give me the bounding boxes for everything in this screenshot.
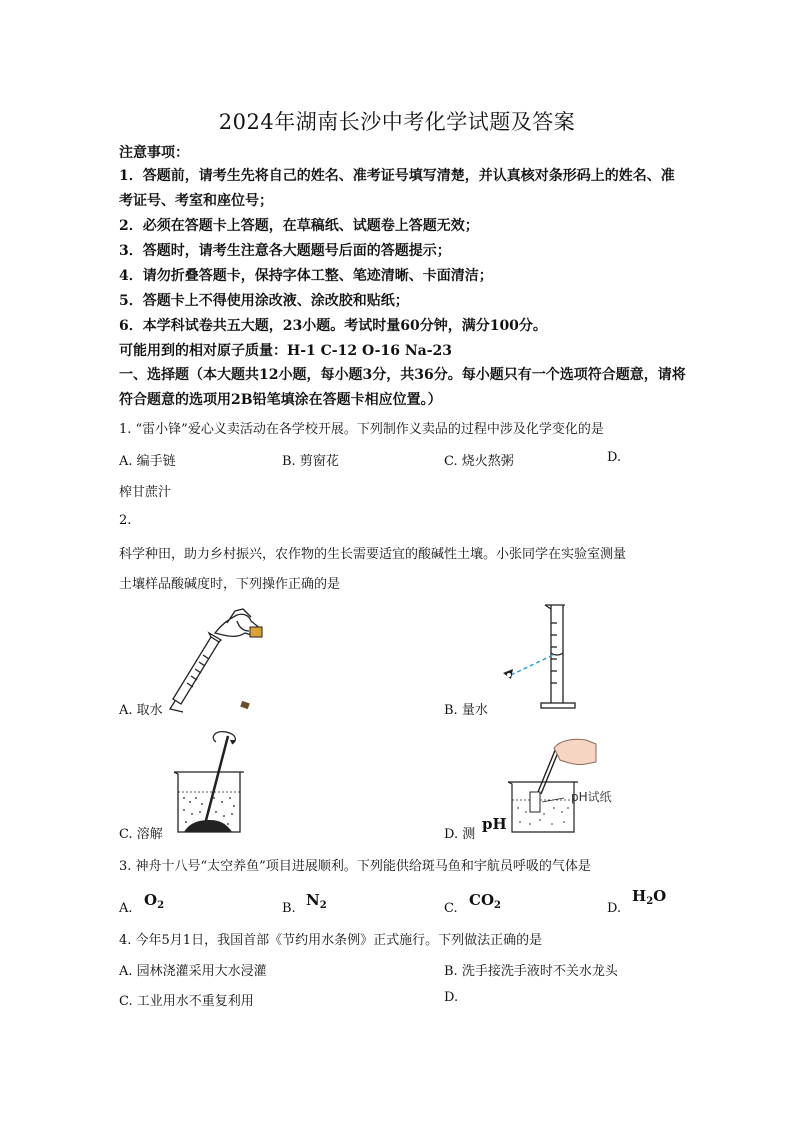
q3-formula-a: $O_2$ [144,891,165,911]
q3-option-b: B. [282,901,296,916]
q1-option-a: A. 编手链 [119,454,176,469]
q3-option-a: A. [119,901,133,916]
page-title: 2024年湖南长沙中考化学试题及答案 [218,110,576,134]
section1-line1: 一、选择题（本大题共12小题，每小题3分，共36分。每小题只有一个选项符合题意，请将 [119,367,686,383]
q2-stem-1: 科学种田，助力乡村振兴，农作物的生长需要适宜的酸碱性土壤。小张同学在实验室测量 [119,547,627,562]
q4-option-d: D. [444,990,459,1005]
note-3: 3．答题时，请考生注意各大题题号后面的答题提示； [119,243,451,259]
note-4: 4．请勿折叠答题卡，保持字体工整、笔迹清晰、卡面清洁； [119,268,493,284]
q2-number: 2. [119,513,132,528]
dissolve-illustration [170,728,250,838]
notes-heading: 注意事项： [119,145,189,161]
note-2: 2．必须在答题卡上答题，在草稿纸、试题卷上答题无效； [119,218,479,234]
q3-formula-c: $CO_2$ [469,891,501,911]
q3-option-c: C. [444,901,458,916]
section1-line2: 符合题意的选项用2B铅笔填涂在答题卡相应位置。） [119,392,442,408]
note-1a: 1．答题前，请考生先将自己的姓名、准考证号填写清楚，并认真核对条形码上的姓名、准 [119,168,675,184]
q3-formula-b: $N_2$ [306,891,327,911]
note-1b: 考证号、考室和座位号； [119,193,273,209]
q2-stem-2: 土壤样品酸碱度时，下列操作正确的是 [119,577,341,592]
q2-option-d-ph: pH [482,815,507,833]
q1-option-d-text: 榨甘蔗汁 [119,485,172,500]
q1-option-c: C. 烧火熬粥 [444,454,514,469]
q3-stem: 3. 神舟十八号“太空养鱼”项目进展顺利。下列能供给斑马鱼和宇航员呼吸的气体是 [119,859,591,874]
q1-option-d: D. [607,450,622,465]
read-cylinder-illustration [495,603,585,715]
note-6: 6．本学科试卷共五大题，23小题。考试时量60分钟，满分100分。 [119,318,547,334]
atomic-masses: 可能用到的相对原子质量：H-1 C-12 O-16 Na-23 [119,343,452,359]
q4-option-b: B. 洗手接洗手液时不关水龙头 [444,964,618,979]
pour-water-illustration [165,603,275,715]
q4-stem: 4. 今年5月1日，我国首部《节约用水条例》正式施行。下列做法正确的是 [119,933,543,948]
ph-paper-label: pH试纸 [571,790,612,804]
q1-option-b: B. 剪窗花 [282,454,339,469]
q4-option-a: A. 园林浇灌采用大水浸灌 [119,964,267,979]
q2-option-c: C. 溶解 [119,827,163,842]
q2-option-b: B. 量水 [444,703,488,718]
q3-option-d: D. [607,901,622,916]
q2-option-a: A. 取水 [119,703,163,718]
q1-stem: 1. “雷小锋”爱心义卖活动在各学校开展。下列制作义卖品的过程中涉及化学变化的是 [119,422,604,437]
note-5: 5．答题卡上不得使用涂改液、涂改胶和贴纸； [119,293,409,309]
q3-formula-d: $H_2O$ [632,887,667,907]
q4-option-c: C. 工业用水不重复利用 [119,994,254,1009]
q2-option-d: D. 测 [444,827,476,842]
